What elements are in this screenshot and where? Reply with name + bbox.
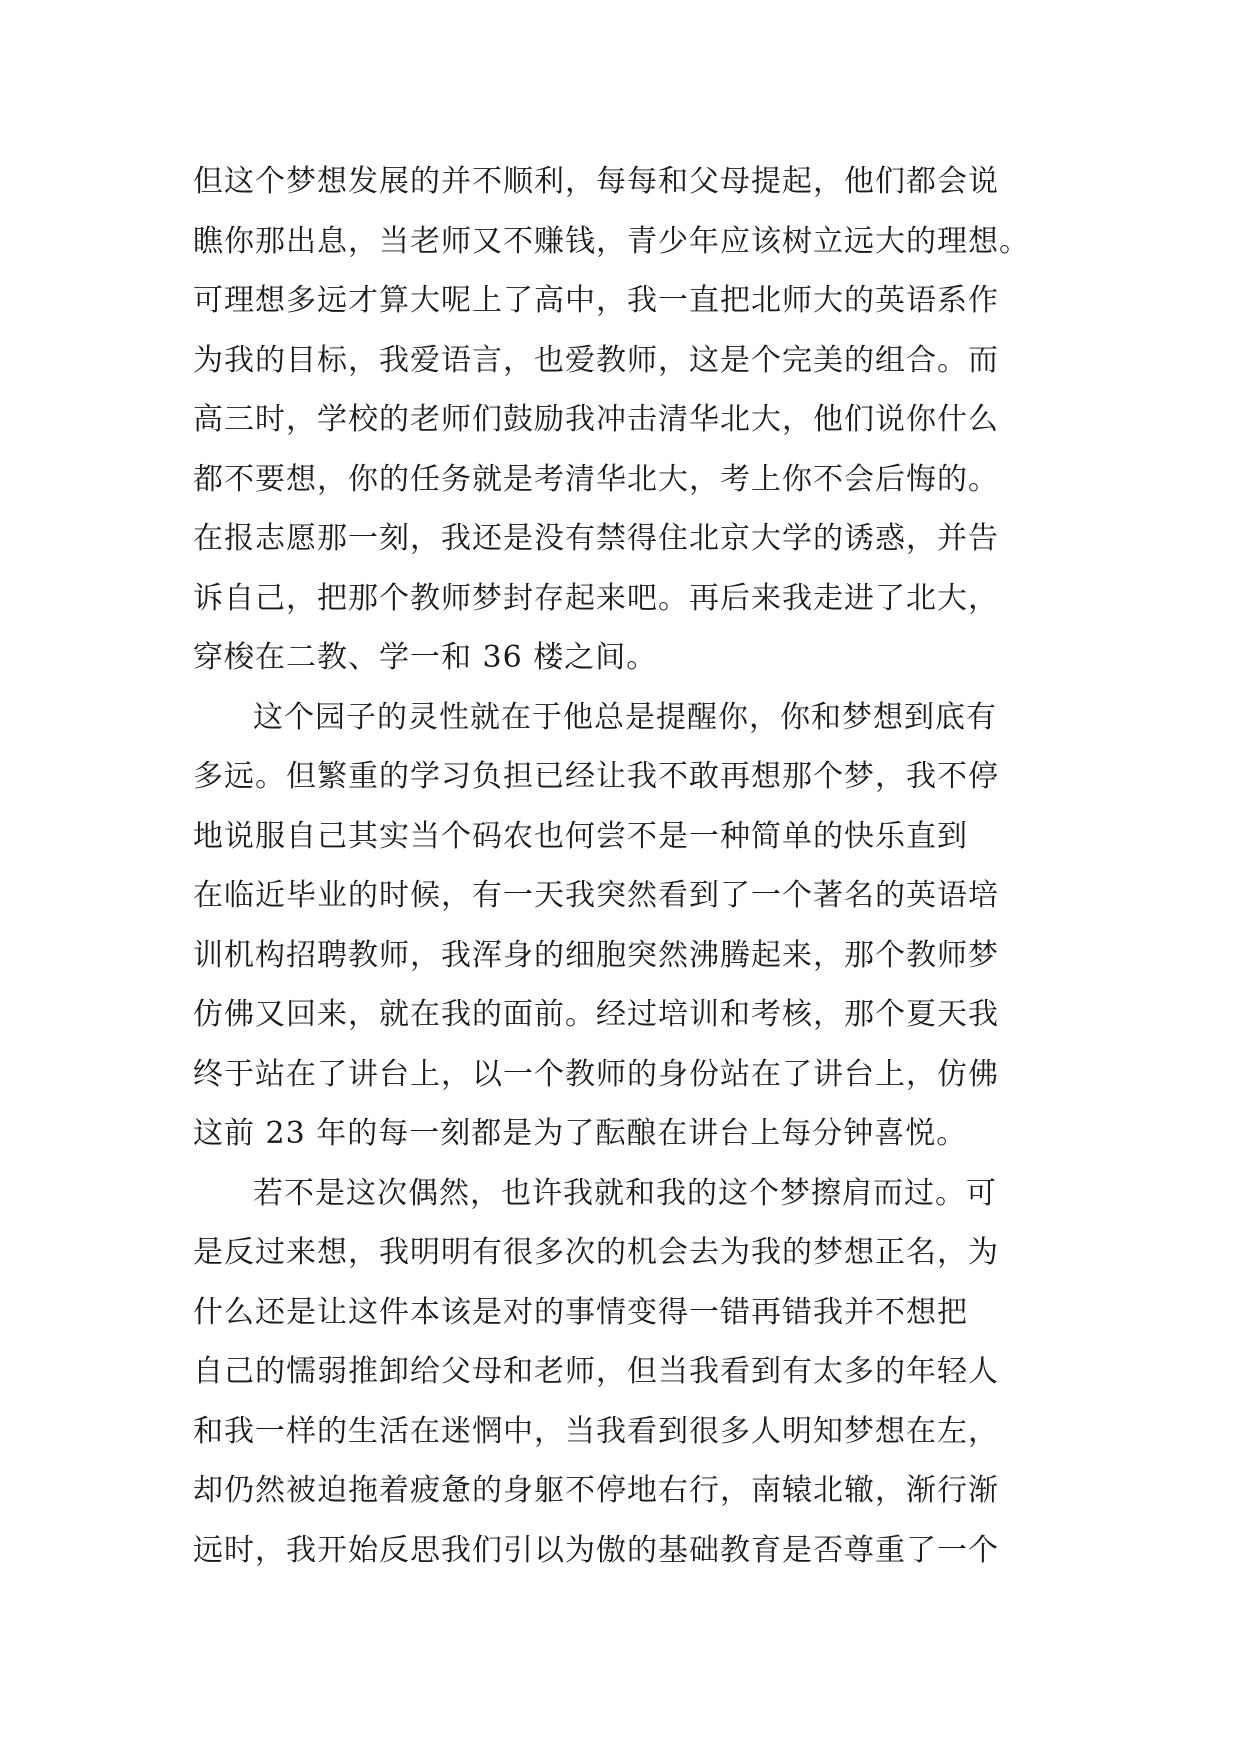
text-line: 这个园子的灵性就在于他总是提醒你，你和梦想到底有 [253, 699, 997, 735]
text-line: 和我一样的生活在迷惘中，当我看到很多人明知梦想在左， [193, 1413, 999, 1449]
text-line: 仿佛又回来，就在我的面前。经过培训和考核，那个夏天我 [193, 997, 999, 1032]
text-line: 诉自己，把那个教师梦封存起来吧。再后来我走进了北大， [193, 580, 999, 616]
text-line: 都不要想，你的任务就是考清华北大，考上你不会后悔的。 [193, 461, 999, 497]
text-line: 瞧你那出息，当老师又不赚钱，青少年应该树立远大的理想。 [193, 223, 1030, 259]
text-line: 多远。但繁重的学习负担已经让我不敢再想那个梦，我不停 [193, 759, 999, 794]
text-line: 这前 23 年的每一刻都是为了酝酿在讲台上每分钟喜悦。 [193, 1116, 968, 1151]
text-line: 高三时，学校的老师们鼓励我冲击清华北大，他们说你什么 [193, 402, 999, 437]
text-line: 自己的懦弱推卸给父母和老师，但当我看到有太多的年轻人 [193, 1354, 999, 1389]
text-line: 为我的目标，我爱语言，也爱教师，这是个完美的组合。而 [193, 342, 999, 378]
text-line: 是反过来想，我明明有很多次的机会去为我的梦想正名，为 [193, 1235, 999, 1270]
text-line: 却仍然被迫拖着疲惫的身躯不停地右行，南辕北辙，渐行渐 [193, 1473, 999, 1508]
text-line: 在临近毕业的时候，有一天我突然看到了一个著名的英语培 [193, 878, 999, 913]
text-line: 地说服自己其实当个码农也何尝不是一种简单的快乐直到 [193, 818, 968, 854]
text-line: 可理想多远才算大呢上了高中，我一直把北师大的英语系作 [193, 283, 999, 318]
body-text [193, 152, 1083, 1580]
text-line: 在报志愿那一刻，我还是没有禁得住北京大学的诱惑，并告 [193, 521, 999, 556]
text-line: 终于站在了讲台上，以一个教师的身份站在了讲台上，仿佛 [193, 1056, 999, 1092]
text-line: 训机构招聘教师，我浑身的细胞突然沸腾起来，那个教师梦 [193, 937, 999, 973]
text-line: 穿梭在二教、学一和 36 楼之间。 [193, 640, 658, 675]
text-line: 若不是这次偶然，也许我就和我的这个梦擦肩而过。可 [253, 1175, 997, 1211]
text-line: 远时，我开始反思我们引以为傲的基础教育是否尊重了一个 [193, 1532, 999, 1568]
text-line: 什么还是让这件本该是对的事情变得一错再错我并不想把 [193, 1294, 968, 1330]
text-line: 但这个梦想发展的并不顺利，每每和父母提起，他们都会说 [193, 164, 999, 199]
